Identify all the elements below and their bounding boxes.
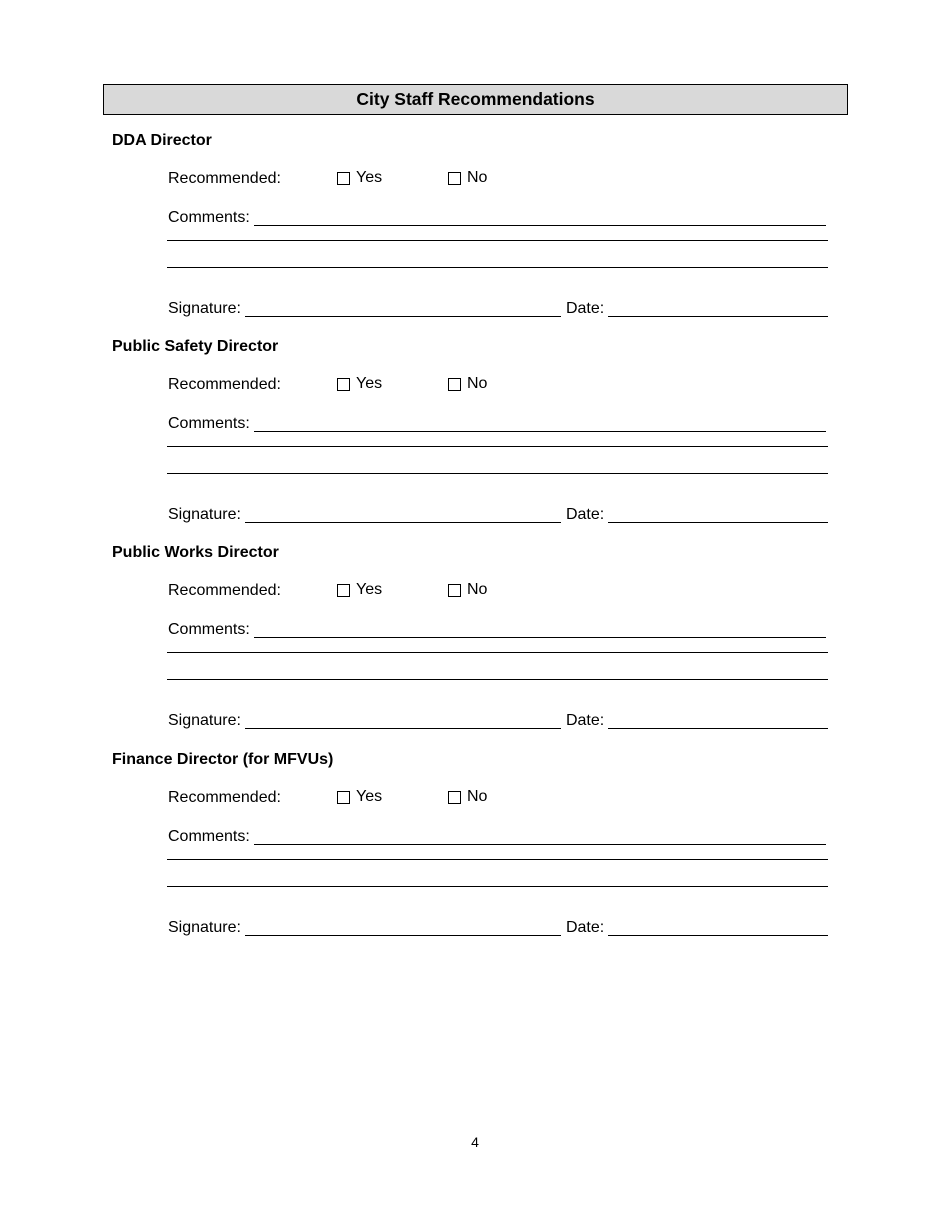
comments-label: Comments: xyxy=(168,828,250,845)
yes-option[interactable] xyxy=(337,580,382,600)
signature-field[interactable] xyxy=(245,506,561,523)
date-field[interactable] xyxy=(608,712,828,729)
page-title-text: City Staff Recommendations xyxy=(356,89,595,109)
date-field[interactable] xyxy=(608,506,828,523)
section-public-safety-director xyxy=(0,337,950,537)
section-finance-director xyxy=(0,750,950,950)
recommended-label: Recommended: xyxy=(168,376,281,393)
section-dda-director xyxy=(0,131,950,331)
page-number: 4 xyxy=(471,1134,479,1150)
no-checkbox[interactable] xyxy=(448,584,461,597)
no-option[interactable] xyxy=(448,168,487,188)
no-option[interactable] xyxy=(448,374,487,394)
date-label: Date: xyxy=(565,300,605,317)
section-public-works-director xyxy=(0,543,950,743)
comments-field[interactable] xyxy=(254,415,826,432)
date-label: Date: xyxy=(565,919,605,936)
signature-label: Signature: xyxy=(168,506,241,523)
date-field[interactable] xyxy=(608,919,828,936)
signature-field[interactable] xyxy=(245,300,561,317)
no-label: No xyxy=(467,788,488,805)
comments-field[interactable] xyxy=(254,828,826,845)
comments-line[interactable] xyxy=(167,652,828,653)
recommended-label: Recommended: xyxy=(168,789,281,806)
no-option[interactable] xyxy=(448,787,487,807)
section-heading: Finance Director (for MFVUs) xyxy=(112,751,334,768)
date-label: Date: xyxy=(565,506,605,523)
yes-checkbox[interactable] xyxy=(337,791,350,804)
date-label: Date: xyxy=(565,712,605,729)
comments-line[interactable] xyxy=(167,859,828,860)
comments-label: Comments: xyxy=(168,209,250,226)
yes-label: Yes xyxy=(356,581,383,598)
comments-row xyxy=(168,208,826,228)
no-checkbox[interactable] xyxy=(448,172,461,185)
signature-field[interactable] xyxy=(245,712,561,729)
no-label: No xyxy=(467,375,488,392)
comments-line[interactable] xyxy=(167,886,828,887)
yes-option[interactable] xyxy=(337,168,382,188)
signature-field[interactable] xyxy=(245,919,561,936)
comments-field[interactable] xyxy=(254,621,826,638)
no-label: No xyxy=(467,169,488,186)
yes-checkbox[interactable] xyxy=(337,584,350,597)
yes-option[interactable] xyxy=(337,787,382,807)
yes-label: Yes xyxy=(356,375,383,392)
date-field[interactable] xyxy=(608,300,828,317)
page-title xyxy=(103,84,848,115)
comments-line[interactable] xyxy=(167,240,828,241)
signature-label: Signature: xyxy=(168,919,241,936)
no-checkbox[interactable] xyxy=(448,791,461,804)
comments-row xyxy=(168,827,826,847)
recommended-label: Recommended: xyxy=(168,170,281,187)
comments-line[interactable] xyxy=(167,473,828,474)
comments-label: Comments: xyxy=(168,415,250,432)
signature-label: Signature: xyxy=(168,300,241,317)
no-label: No xyxy=(467,581,488,598)
yes-label: Yes xyxy=(356,788,383,805)
comments-line[interactable] xyxy=(167,679,828,680)
comments-row xyxy=(168,620,826,640)
signature-label: Signature: xyxy=(168,712,241,729)
comments-line[interactable] xyxy=(167,267,828,268)
section-heading: DDA Director xyxy=(112,132,212,149)
section-heading: Public Safety Director xyxy=(112,338,279,355)
yes-option[interactable] xyxy=(337,374,382,394)
no-checkbox[interactable] xyxy=(448,378,461,391)
yes-checkbox[interactable] xyxy=(337,378,350,391)
comments-line[interactable] xyxy=(167,446,828,447)
yes-label: Yes xyxy=(356,169,383,186)
signature-row xyxy=(168,299,828,319)
recommended-label: Recommended: xyxy=(168,582,281,599)
no-option[interactable] xyxy=(448,580,487,600)
signature-row xyxy=(168,918,828,938)
comments-field[interactable] xyxy=(254,209,826,226)
signature-row xyxy=(168,711,828,731)
section-heading: Public Works Director xyxy=(112,544,279,561)
comments-label: Comments: xyxy=(168,621,250,638)
signature-row xyxy=(168,505,828,525)
yes-checkbox[interactable] xyxy=(337,172,350,185)
comments-row xyxy=(168,414,826,434)
